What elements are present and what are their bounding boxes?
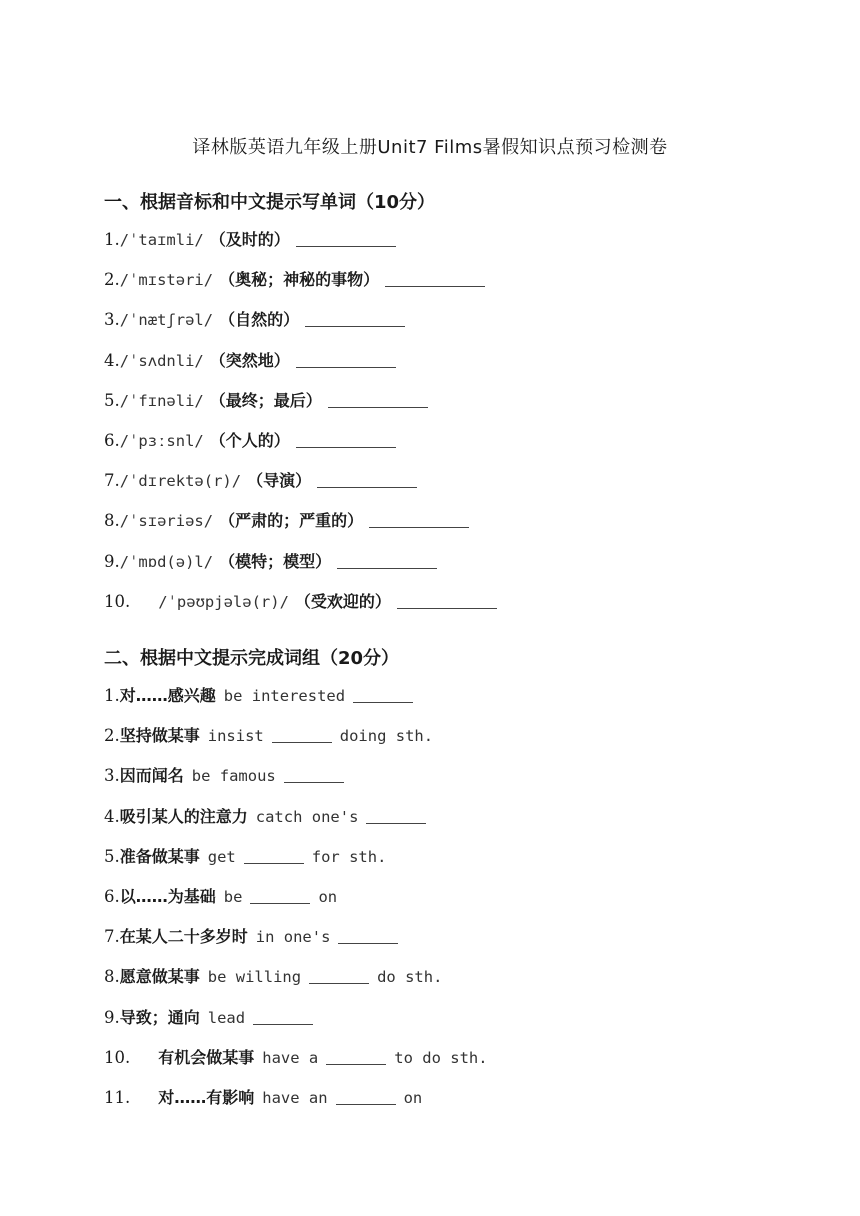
chinese-prompt: 因而闻名: [119, 766, 184, 785]
vocab-item: [104, 430, 396, 452]
phrase-after: to do sth.: [394, 1049, 488, 1067]
phonetic-text: /ˈtaɪmli/: [119, 231, 204, 249]
item-number: 1.: [104, 230, 120, 249]
chinese-hint: （及时的）: [209, 230, 290, 249]
phrase-item: [104, 685, 421, 707]
phrase-item: [104, 1007, 321, 1029]
vocab-item: [104, 269, 485, 291]
phrase-before: have an: [262, 1089, 328, 1107]
phrase-item: [104, 806, 434, 828]
section-1-heading: 一、根据音标和中文提示写单词（10分）: [104, 192, 436, 213]
item-number: 5.: [104, 391, 120, 410]
chinese-hint: （最终；最后）: [209, 391, 322, 410]
item-number: 5.: [104, 847, 120, 866]
vocab-item: [104, 229, 396, 251]
item-number: 11.: [104, 1088, 131, 1107]
vocab-item: [104, 350, 396, 372]
item-number: 2.: [104, 726, 120, 745]
answer-blank[interactable]: [326, 1064, 386, 1065]
item-number: 6.: [104, 887, 120, 906]
phrase-before: be interested: [223, 687, 346, 705]
answer-blank[interactable]: [296, 246, 396, 247]
item-number: 3.: [104, 310, 120, 329]
answer-blank[interactable]: [284, 782, 344, 783]
phrase-item: [104, 926, 406, 948]
phrase-before: have a: [262, 1049, 319, 1067]
section-2-heading: 二、根据中文提示完成词组（20分）: [104, 648, 400, 669]
answer-blank[interactable]: [317, 487, 417, 488]
item-number: 2.: [104, 270, 120, 289]
phonetic-text: /ˈpɜːsnl/: [119, 432, 204, 450]
chinese-prompt: 对……有影响: [158, 1088, 255, 1107]
phrase-before: insist: [207, 727, 264, 745]
answer-blank[interactable]: [272, 742, 332, 743]
vocab-item: [104, 309, 405, 331]
vocab-item: [104, 470, 417, 492]
phonetic-text: /ˈmɒd(ə)l/: [119, 553, 214, 571]
answer-blank[interactable]: [385, 286, 485, 287]
answer-blank[interactable]: [336, 1104, 396, 1105]
vocab-item: [104, 551, 437, 573]
item-number: 4.: [104, 807, 120, 826]
phrase-after: on: [403, 1089, 423, 1107]
phrase-before: catch one's: [255, 808, 359, 826]
chinese-prompt: 坚持做某事: [119, 726, 200, 745]
answer-blank[interactable]: [397, 608, 497, 609]
answer-blank[interactable]: [253, 1024, 313, 1025]
answer-blank[interactable]: [296, 447, 396, 448]
phrase-item: [104, 1047, 488, 1069]
chinese-hint: （个人的）: [209, 431, 290, 450]
phrase-after: for sth.: [311, 848, 387, 866]
answer-blank[interactable]: [309, 983, 369, 984]
answer-blank[interactable]: [244, 863, 304, 864]
phrase-after: doing sth.: [339, 727, 434, 745]
answer-blank[interactable]: [338, 943, 398, 944]
item-number: 3.: [104, 766, 120, 785]
chinese-prompt: 导致；通向: [119, 1008, 200, 1027]
vocab-item: [104, 510, 469, 532]
item-number: 1.: [104, 686, 120, 705]
phrase-before: be: [223, 888, 243, 906]
phrase-item: [104, 725, 433, 747]
vocab-item: [104, 390, 428, 412]
item-number: 4.: [104, 351, 120, 370]
phonetic-text: /ˈsʌdnli/: [119, 352, 204, 370]
phrase-item: [104, 846, 386, 868]
answer-blank[interactable]: [305, 326, 405, 327]
item-number: 9.: [104, 1008, 120, 1027]
phrase-before: be willing: [207, 968, 302, 986]
answer-blank[interactable]: [328, 407, 428, 408]
phrase-before: lead: [207, 1009, 246, 1027]
answer-blank[interactable]: [353, 702, 413, 703]
item-number: 7.: [104, 471, 120, 490]
chinese-prompt: 准备做某事: [119, 847, 200, 866]
item-number: 7.: [104, 927, 120, 946]
phrase-before: be famous: [191, 767, 276, 785]
phrase-item: [104, 1087, 422, 1109]
chinese-prompt: 吸引某人的注意力: [119, 807, 248, 826]
item-number: 9.: [104, 552, 120, 571]
phrase-item: [104, 966, 442, 988]
phrase-item: [104, 765, 352, 787]
chinese-prompt: 以……为基础: [119, 887, 216, 906]
phonetic-text: /ˈpəʊpjələ(r)/: [158, 593, 289, 611]
item-number: 8.: [104, 967, 120, 986]
answer-blank[interactable]: [337, 568, 437, 569]
chinese-hint: （奥秘；神秘的事物）: [219, 270, 380, 289]
answer-blank[interactable]: [369, 527, 469, 528]
vocab-item: [104, 591, 497, 613]
phrase-before: get: [207, 848, 236, 866]
chinese-hint: （导演）: [247, 471, 312, 490]
item-number: 6.: [104, 431, 120, 450]
phonetic-text: /ˈfɪnəli/: [119, 392, 204, 410]
chinese-hint: （模特；模型）: [219, 552, 332, 571]
phrase-after: on: [318, 888, 338, 906]
chinese-prompt: 有机会做某事: [158, 1048, 255, 1067]
phrase-item: [104, 886, 337, 908]
chinese-hint: （自然的）: [219, 310, 300, 329]
answer-blank[interactable]: [296, 367, 396, 368]
phrase-after: do sth.: [377, 968, 443, 986]
chinese-prompt: 对……感兴趣: [119, 686, 216, 705]
phonetic-text: /ˈdɪrektə(r)/: [119, 472, 242, 490]
chinese-hint: （严肃的；严重的）: [219, 511, 364, 530]
chinese-prompt: 愿意做某事: [119, 967, 200, 986]
item-number: 10.: [104, 1048, 131, 1067]
answer-blank[interactable]: [366, 823, 426, 824]
item-number: 10.: [104, 592, 131, 611]
phrase-before: in one's: [255, 928, 331, 946]
item-number: 8.: [104, 511, 120, 530]
phonetic-text: /ˈnætʃrəl/: [119, 311, 214, 329]
phonetic-text: /ˈsɪəriəs/: [119, 512, 214, 530]
chinese-hint: （突然地）: [209, 351, 290, 370]
chinese-prompt: 在某人二十多岁时: [119, 927, 248, 946]
page-title: 译林版英语九年级上册Unit7 Films暑假知识点预习检测卷: [192, 137, 668, 158]
chinese-hint: （受欢迎的）: [294, 592, 391, 611]
phonetic-text: /ˈmɪstəri/: [119, 271, 214, 289]
answer-blank[interactable]: [250, 903, 310, 904]
